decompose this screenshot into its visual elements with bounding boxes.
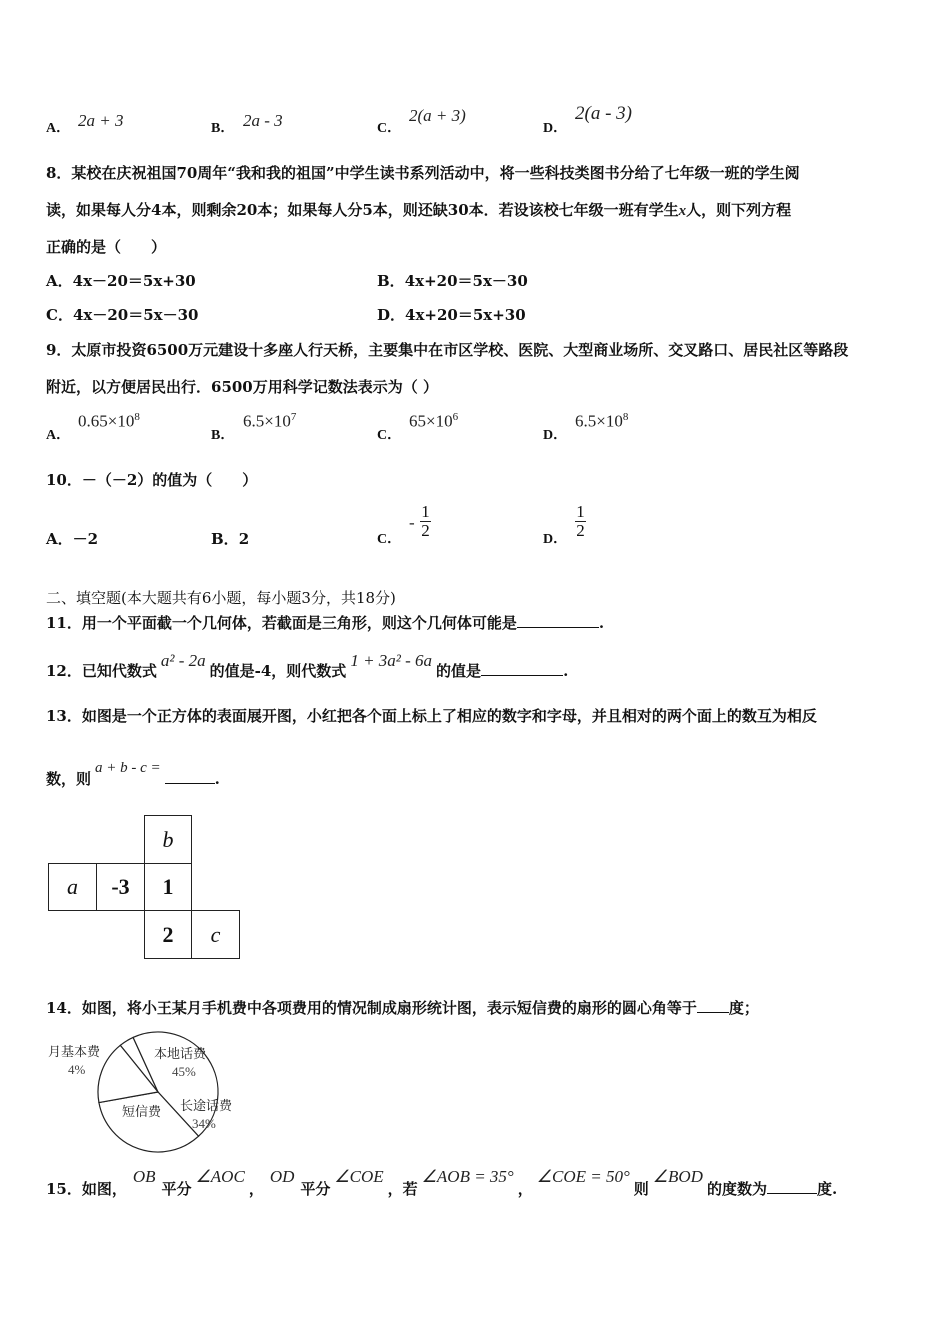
- q9-option-d-label: D．: [543, 428, 568, 443]
- q9-option-c-label: C．: [377, 428, 402, 443]
- pie-label-long-distance: 长途话费: [180, 1099, 233, 1114]
- q10-option-c-sign: -: [409, 513, 415, 532]
- q11: 11．用一个平面截一个几何体，若截面是三角形，则这个几何体可能是 .: [46, 614, 605, 632]
- q10-option-d-fraction: 1 2: [576, 502, 585, 540]
- q13-line1: 13．如图是一个正方体的表面展开图，小红把各个面上标上了相应的数字和字母，并且相对的两个面上的数互为相反: [46, 707, 817, 725]
- q15-angle-bod: ∠BOD: [652, 1167, 703, 1186]
- q7-option-c-expr: 2(a + 3): [409, 106, 466, 125]
- q12-blank: [481, 661, 563, 676]
- q13-line2: 数，则a + b - c =.: [46, 760, 220, 788]
- q15-od: OD: [269, 1167, 295, 1186]
- q11-blank: [517, 613, 599, 628]
- q12-expr1: a² - 2a: [160, 651, 206, 670]
- q7-option-d-label: D．: [543, 121, 568, 136]
- q7-option-c-label: C．: [377, 121, 402, 136]
- net-cell-b: b: [144, 815, 192, 864]
- q15-angle-coe: ∠COE: [334, 1167, 384, 1186]
- pie-pct-local-calls: 45%: [172, 1064, 196, 1079]
- q7-option-d-expr: 2(a - 3): [575, 103, 632, 124]
- q13-expr: a + b - c =: [95, 760, 161, 776]
- pie-label-monthly-fee: 月基本费: [48, 1045, 101, 1060]
- q15-angle-aob-value: ∠AOB = 35°: [421, 1167, 514, 1186]
- q8-line1: 8．某校在庆祝祖国70周年“我和我的祖国”中学生读书系列活动中，将一些科技类图书分给了七年级一班的学生阅: [46, 164, 800, 182]
- q8-option-c: C．4x－20＝5x－30: [46, 306, 199, 324]
- net-cell-minus3: -3: [96, 863, 145, 911]
- q8-line2a: 读，如果每人分4本，则剩余20本；如果每人分5本，则还缺30本．若设该校七年级一班有学生: [46, 201, 679, 219]
- q8-option-d: D．4x+20＝5x+30: [377, 306, 526, 324]
- q10-option-d-label: D．: [543, 532, 568, 547]
- q9-option-b-expr: $6.5\times 10^7$: [243, 411, 297, 431]
- q9-option-a-label: A．: [46, 428, 71, 443]
- q9-option-d-expr: $6.5\times 10^8$: [575, 411, 629, 431]
- q8-line3: 正确的是（ ）: [46, 238, 167, 256]
- q12: 12．已知代数式a² - 2a的值是-4，则代数式1 + 3a² - 6a的值是 .: [46, 651, 569, 680]
- q8-line2: [46, 199, 791, 220]
- q15-ob: OB: [132, 1167, 156, 1186]
- net-cell-c: c: [191, 910, 240, 959]
- q13-blank: [165, 769, 215, 784]
- q14: 14．如图，将小王某月手机费中各项费用的情况制成扇形统计图，表示短信费的扇形的圆心角等于 度；: [46, 999, 759, 1017]
- q12-expr2: 1 + 3a² - 6a: [350, 651, 433, 670]
- pie-label-sms: 短信费: [122, 1105, 162, 1120]
- q9-line1: 9．太原市投资6500万元建设十多座人行天桥，主要集中在市区学校、医院、大型商业场所、交叉路口、居民社区等路段: [46, 341, 849, 359]
- q10-option-b: B．2: [211, 530, 250, 548]
- q7-option-a-expr: 2a + 3: [78, 111, 124, 130]
- pie-label-local-calls: 本地话费: [154, 1047, 207, 1062]
- pie-chart: [40, 1028, 250, 1160]
- q8-option-b: B．4x+20＝5x－30: [377, 272, 528, 290]
- q10-stem: 10．－（－2）的值为（ ）: [46, 471, 258, 489]
- q9-option-a-expr: $0.65\times 10^8$: [78, 411, 140, 431]
- q10-option-a: A．－2: [46, 530, 99, 548]
- q9-option-c-expr: $65\times 10^6$: [409, 411, 459, 431]
- q10-option-c-label: C．: [377, 532, 402, 547]
- section-2-title: 二、填空题(本大题共有6小题，每小题3分，共18分): [46, 589, 396, 607]
- q15-angle-aoc: ∠AOC: [195, 1167, 245, 1186]
- q10-option-c-fraction: 1 2: [421, 502, 430, 540]
- q8-option-a: A．4x－20＝5x+30: [46, 272, 196, 290]
- pie-pct-monthly-fee: 4%: [68, 1062, 86, 1077]
- q8-variable-x: x: [678, 203, 687, 219]
- q14-blank: [697, 998, 729, 1013]
- pie-pct-long-distance: 34%: [192, 1116, 216, 1131]
- q15-angle-coe-value: ∠COE = 50°: [536, 1167, 630, 1186]
- q7-option-b-expr: 2a - 3: [243, 111, 283, 130]
- q7-option-a-label: A．: [46, 121, 71, 136]
- q15-blank: [767, 1179, 817, 1194]
- q9-option-b-label: B．: [211, 428, 235, 443]
- net-cell-a: a: [48, 863, 97, 911]
- net-cell-2: 2: [144, 910, 192, 959]
- net-cell-1: 1: [144, 863, 192, 911]
- q8-line2b: 人，则下列方程: [686, 201, 792, 219]
- q9-line2: 附近，以方便居民出行．6500万用科学记数法表示为（ ）: [46, 378, 438, 396]
- q15: 15．如图，OB平分∠AOC，OD平分∠COE，若∠AOB = 35°，∠COE = 50°则∠BOD的度数为 度.: [46, 1167, 838, 1198]
- q7-option-b-label: B．: [211, 121, 235, 136]
